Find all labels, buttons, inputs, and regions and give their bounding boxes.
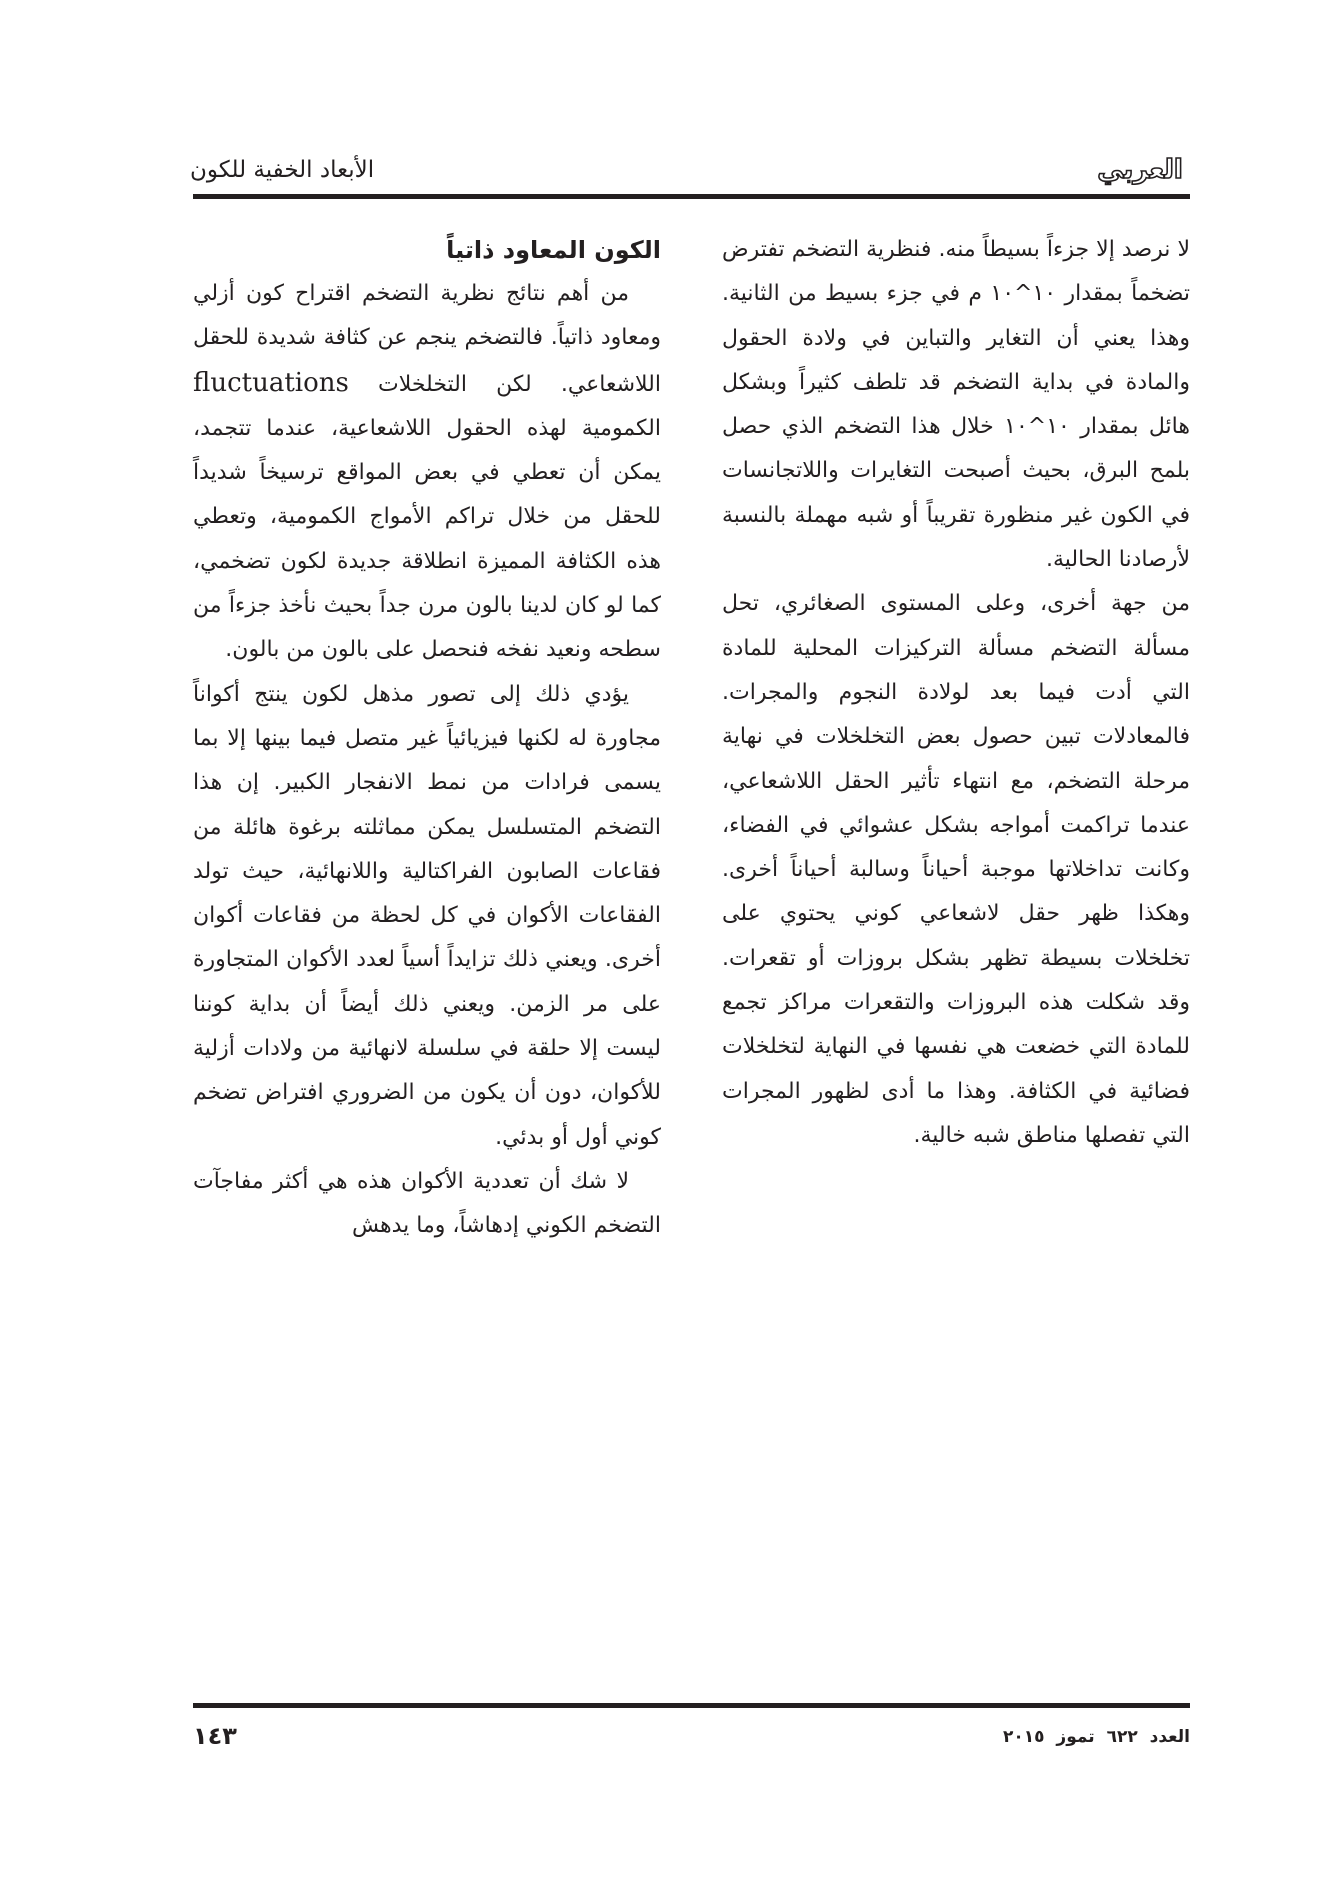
- svg-text:العربي: العربي: [1097, 155, 1183, 185]
- issue-info: العدد ٦٢٢ تموز ٢٠١٥: [1003, 1727, 1190, 1747]
- paragraph-text: من أهم نتائج نظرية التضخم اقتراح كون أزلي ومعاود ذاتياً. فالتضخم ينجم عن كثافة شديدة للحقل اللاشعاعي. لكن التخلخلات: [193, 281, 661, 397]
- page-number: ١٤٣: [193, 1722, 237, 1750]
- body-paragraph: من جهة أخرى، وعلى المستوى الصغائري، تحل مسألة التضخم مسألة التركيزات المحلية للمادة التي أدت فيما بعد لولادة النجوم والمجرات. فالمعادلات تبين حصول بعض التخلخلات في نهاية مرحلة التضخم، مع انتهاء تأثير الحقل اللاشعاعي، عندما تراكمت أمواجه بشكل عشوائي في الفضاء، وكانت تداخلاتها موجبة أحياناً وسالبة أحياناً أخرى. وهكذا ظهر حقل لاشعاعي كوني يحتوي على تخلخلات بسيطة تظهر بشكل بروزات أو تقعرات. وقد شكلت هذه البروزات والتقعرات مراكز تجمع للمادة التي خضعت هي نفسها في النهاية لتخلخلات فضائية في الكثافة. وهذا ما أدى لظهور المجرات التي تفصلها مناطق شبه خالية.: [722, 591, 1190, 1148]
- section-heading: الكون المعاود ذاتياً: [446, 236, 661, 264]
- left-column: [193, 228, 661, 1668]
- magazine-logo: [1090, 148, 1190, 190]
- paragraph-text: الكمومية لهذه الحقول اللاشعاعية، عندما تتجمد، يمكن أن تعطي في بعض المواقع ترسيخاً شديداً للحقل من خلال تراكم الأمواج الكمومية، وتعطي هذه الكثافة المميزة انطلاقة جديدة لكون تضخمي، كما لو كان لدينا بالون مرن جداً بحيث نأخذ جزءاً من سطحه ونعيد نفخه فنحصل على بالون من بالون.: [193, 415, 661, 663]
- footer-rule: [193, 1703, 1190, 1708]
- running-title: الأبعاد الخفية للكون: [190, 157, 375, 183]
- header-rule: [193, 194, 1190, 199]
- right-column: [722, 228, 1190, 1668]
- body-paragraph: [193, 272, 661, 673]
- latin-term: fluctuations: [193, 367, 349, 398]
- body-paragraph: يؤدي ذلك إلى تصور مذهل لكون ينتج أكواناً مجاورة له لكنها فيزيائياً غير متصل فيما بينها إلا بما يسمى فرادات من نمط الانفجار الكبير. إن هذا التضخم المتسلسل يمكن مماثلته برغوة هائلة من فقاعات الصابون الفراكتالية واللانهائية، حيث تولد الفقاعات الأكوان في كل لحظة من فقاعات أكوان أخرى. ويعني ذلك تزايداً أسياً لعدد الأكوان المتجاورة على مر الزمن. ويعني ذلك أيضاً أن بداية كوننا ليست إلا حلقة في سلسلة لانهائية من ولادات أزلية للأكوان، دون أن يكون من الضروري افتراض تضخم كوني أول أو بدئي.: [193, 681, 661, 1150]
- magazine-logo-mark: [1090, 148, 1190, 190]
- body-paragraph: لا نرصد إلا جزءاً بسيطاً منه. فنظرية التضخم تفترض تضخماً بمقدار ١٠^١٠ م في جزء بسيط من الثانية. وهذا يعني أن التغاير والتباين في ولادة الحقول والمادة في بداية التضخم قد تلطف كثيراً وبشكل هائل بمقدار ١٠^١٠ خلال هذا التضخم الذي حصل بلمح البرق، بحيث أصبحت التغايرات واللاتجانسات في الكون غير منظورة تقريباً أو شبه مهملة بالنسبة لأرصادنا الحالية.: [722, 237, 1190, 573]
- body-paragraph: لا شك أن تعددية الأكوان هذه هي أكثر مفاجآت التضخم الكوني إدهاشاً، وما يدهش: [193, 1168, 661, 1239]
